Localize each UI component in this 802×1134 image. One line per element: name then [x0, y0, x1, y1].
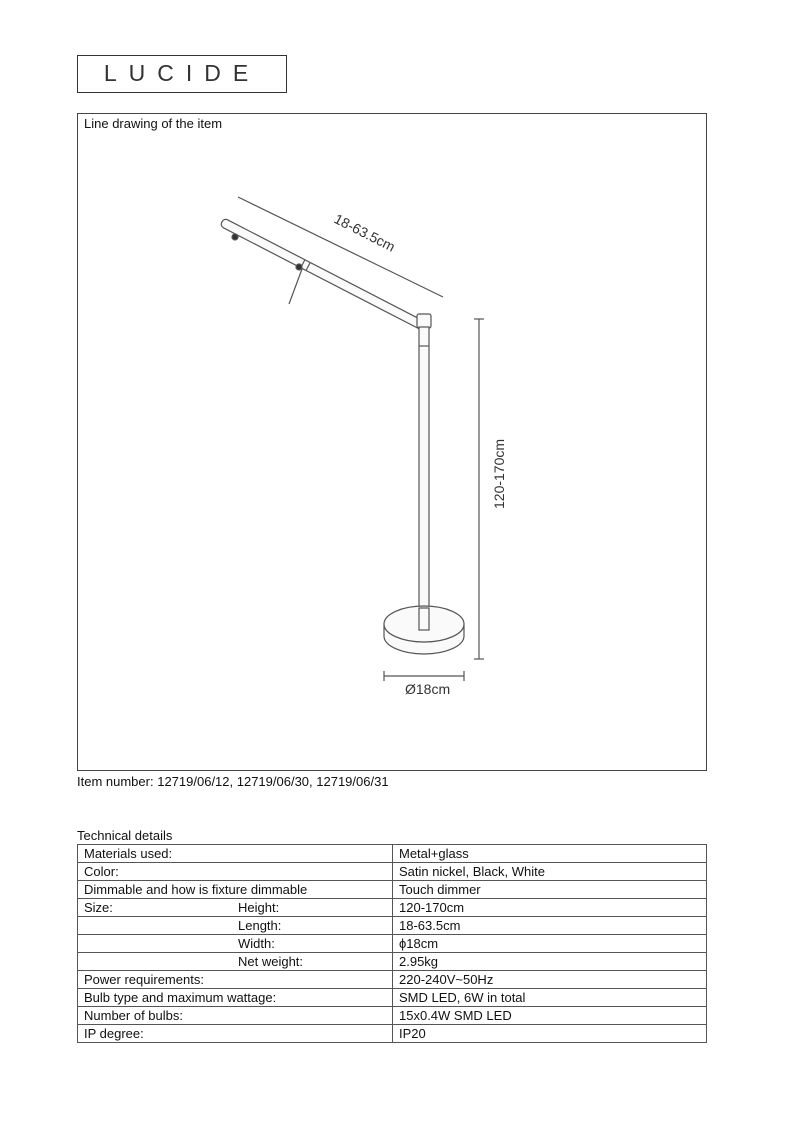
spec-label: IP degree: [84, 1026, 144, 1041]
arm-knob [232, 234, 238, 240]
spec-value: Satin nickel, Black, White [393, 863, 707, 881]
spec-value: 120-170cm [393, 899, 707, 917]
spec-label: Power requirements: [84, 972, 204, 987]
spec-value: 220-240V~50Hz [393, 971, 707, 989]
spec-value: 2.95kg [393, 953, 707, 971]
table-row [78, 971, 707, 989]
arm-handle [289, 269, 302, 304]
table-row [78, 899, 707, 917]
spec-label-cell [78, 953, 393, 971]
length-dimension-label: 18-63.5cm [331, 210, 398, 255]
spec-sub-label: Width: [238, 936, 275, 951]
spec-label: Color: [84, 864, 119, 879]
technical-details-title: Technical details [77, 828, 173, 843]
lamp-line-drawing [78, 114, 706, 770]
spec-label-cell [78, 1007, 393, 1025]
spec-label: Dimmable and how is fixture dimmable [84, 882, 308, 897]
spec-label: Number of bulbs: [84, 1008, 183, 1023]
spec-label-cell [78, 917, 393, 935]
spec-value: 15x0.4W SMD LED [393, 1007, 707, 1025]
spec-value: ϕ18cm [393, 935, 707, 953]
table-row [78, 953, 707, 971]
spec-label-cell [78, 881, 393, 899]
line-drawing-frame [77, 113, 707, 771]
technical-details-table [77, 844, 707, 1043]
spec-value: IP20 [393, 1025, 707, 1043]
logo-text: LUCIDE [103, 60, 261, 86]
spec-label-cell [78, 1025, 393, 1043]
spec-value: Metal+glass [393, 845, 707, 863]
table-row [78, 917, 707, 935]
spec-sub-label: Height: [238, 900, 280, 915]
table-row [78, 845, 707, 863]
item-number-value: 12719/06/12, 12719/06/30, 12719/06/31 [157, 774, 389, 789]
spec-value: 18-63.5cm [393, 917, 707, 935]
spec-sub-label: Length: [238, 918, 282, 933]
drawing-caption: Line drawing of the item [84, 116, 223, 131]
spec-label-cell [78, 971, 393, 989]
spec-label-cell [78, 845, 393, 863]
table-row [78, 881, 707, 899]
spec-label: Size: [84, 900, 113, 915]
spec-label-cell [78, 899, 393, 917]
base-dimension-label: Ø18cm [405, 681, 451, 697]
item-number-line [77, 774, 389, 789]
spec-label-cell [78, 989, 393, 1007]
table-row [78, 1007, 707, 1025]
table-row [78, 863, 707, 881]
table-row [78, 935, 707, 953]
lamp-pole [419, 327, 429, 634]
table-row [78, 989, 707, 1007]
spec-sub-label: Net weight: [238, 954, 304, 969]
spec-label: Bulb type and maximum wattage: [84, 990, 277, 1005]
spec-value: Touch dimmer [393, 881, 707, 899]
spec-label-cell [78, 863, 393, 881]
height-dimension-label: 120-170cm [491, 438, 507, 509]
table-row [78, 1025, 707, 1043]
lamp-joint [417, 314, 431, 328]
spec-label-cell [78, 935, 393, 953]
arm-knob [296, 264, 302, 270]
brand-logo [77, 55, 287, 93]
item-number-label: Item number: [77, 774, 154, 789]
spec-value: SMD LED, 6W in total [393, 989, 707, 1007]
spec-label: Materials used: [84, 846, 173, 861]
